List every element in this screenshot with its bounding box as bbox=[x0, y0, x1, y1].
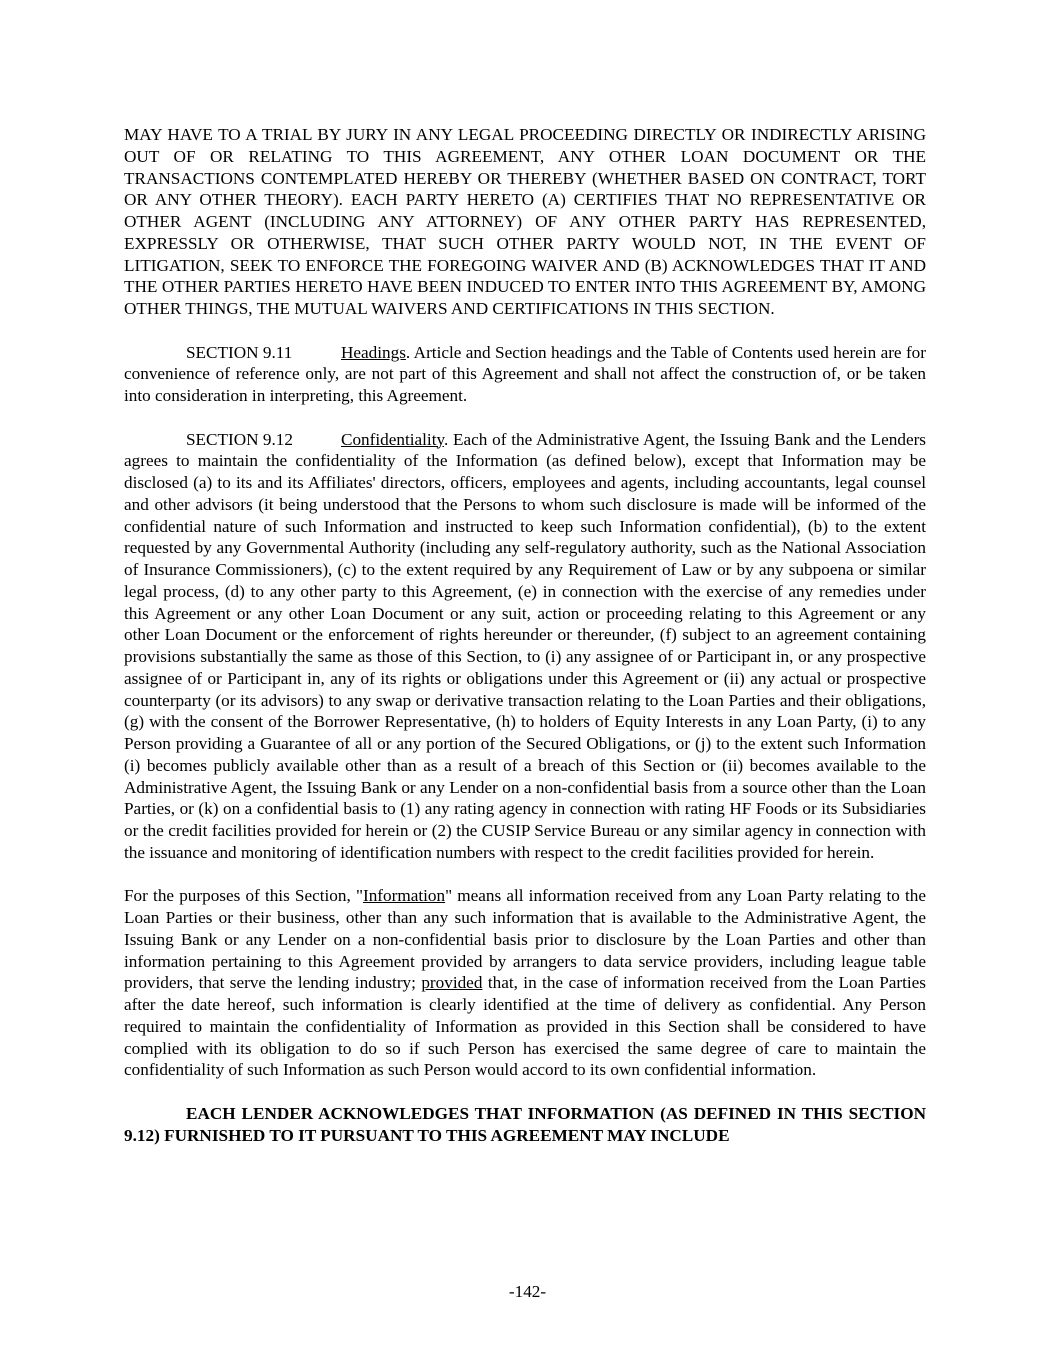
section-number: SECTION 9.12 bbox=[186, 429, 293, 449]
section-9-12 bbox=[124, 429, 926, 864]
document-body bbox=[124, 124, 926, 1146]
text-run: " means all information received from any Loan Party relating to the Loan Parties or their business, other than any such information that is available to the Administrative Agent, the Issuing Bank or any Lender on a non-confidential basis prior to disclosure by the Loan Parties and other than information pertaining to this Agreement provided by arrangers to data service providers, including league table providers, that serve the lending industry; bbox=[124, 886, 926, 993]
section-9-11 bbox=[124, 342, 926, 407]
section-heading: Headings bbox=[341, 342, 406, 362]
proviso-term: provided bbox=[421, 973, 483, 993]
page-number: -142- bbox=[508, 1282, 547, 1301]
text-run: For the purposes of this Section, " bbox=[124, 886, 363, 906]
lender-acknowledgement-paragraph: EACH LENDER ACKNOWLEDGES THAT INFORMATION (AS DEFINED IN THIS SECTION 9.12) FURNISHED TO IT PURSUANT TO THIS AGREEMENT MAY INCLUDE bbox=[124, 1103, 926, 1145]
section-text: . Article and Section headings and the Table of Contents used herein are for convenience of reference only, are not part of this Agreement and shall not affect the construction of, or be taken into consideration in interpreting, this Agreement. bbox=[124, 342, 926, 405]
text-run: that, in the case of information received from the Loan Parties after the date hereof, such information is clearly identified at the time of delivery as confidential. Any Person required to maintain the confidentiality of Information as provided in this Section shall be considered to have complied with its obligation to do so if such Person has exercised the same degree of care to maintain the confidentiality of such Information as such Person would accord to its own confidential information. bbox=[124, 973, 926, 1080]
jury-waiver-paragraph: MAY HAVE TO A TRIAL BY JURY IN ANY LEGAL PROCEEDING DIRECTLY OR INDIRECTLY ARISING OUT OF OR RELATING TO THIS AGREEMENT, ANY OTHER LOAN DOCUMENT OR THE TRANSACTIONS CONTEMPLATED HEREBY OR THEREBY (WHETHER BASED ON CONTRACT, TORT OR ANY OTHER THEORY). EACH PARTY HERETO (A) CERTIFIES THAT NO REPRESENTATIVE OR OTHER AGENT (INCLUDING ANY ATTORNEY) OF ANY OTHER PARTY HAS REPRESENTED, EXPRESSLY OR OTHERWISE, THAT SUCH OTHER PARTY WOULD NOT, IN THE EVENT OF LITIGATION, SEEK TO ENFORCE THE FOREGOING WAIVER AND (B) ACKNOWLEDGES THAT IT AND THE OTHER PARTIES HERETO HAVE BEEN INDUCED TO ENTER INTO THIS AGREEMENT BY, AMONG OTHER THINGS, THE MUTUAL WAIVERS AND CERTIFICATIONS IN THIS SECTION. bbox=[124, 125, 926, 318]
section-heading: Confidentiality bbox=[341, 429, 444, 449]
information-definition-paragraph bbox=[124, 885, 926, 1081]
section-number: SECTION 9.11 bbox=[186, 342, 293, 362]
defined-term: Information bbox=[362, 886, 446, 906]
section-text: . Each of the Administrative Agent, the Issuing Bank and the Lenders agrees to maintain the confidentiality of the Information (as defined below), except that Information may be disclosed (a) to its and its Affiliates' directors, officers, employees and agents, including accountants, legal counsel and other advisors (it being understood that the Persons to whom such disclosure is made will be informed of the confidential nature of such Information and instructed to keep such Information confidential), (b) to the extent requested by any Governmental Authority (including any self-regulatory authority, such as the National Association of Insurance Commissioners), (c) to the extent required by any Requirement of Law or by any subpoena or similar legal process, (d) to any other party to this Agreement, (e) in connection with the exercise of any remedies under this Agreement or any other Loan Document or any suit, action or proceeding relating to this Agreement or any other Loan Document or the enforcement of rights hereunder or thereunder, (f) subject to an agreement containing provisions substantially the same as those of this Section, to (i) any assignee of or Participant in, or any prospective assignee of or Participant in, any of its rights or obligations under this Agreement or (ii) any actual or prospective counterparty (or its advisors) to any swap or derivative transaction relating to the Loan Parties and their obligations, (g) with the consent of the Borrower Representative, (h) to holders of Equity Interests in any Loan Party, (i) to any Person providing a Guarantee of all or any portion of the Secured Obligations, or (j) to the extent such Information (i) becomes publicly available other than as a result of a breach of this Section or (ii) becomes available to the Administrative Agent, the Issuing Bank or any Lender on a non-confidential basis from a source other than the Loan Parties, or (k) on a confidential basis to (1) any rating agency in connection with rating HF Foods or its Subsidiaries or the credit facilities provided for herein or (2) the CUSIP Service Bureau or any similar agency in connection with the issuance and monitoring of identification numbers with respect to the credit facilities provided for herein. bbox=[124, 429, 926, 862]
